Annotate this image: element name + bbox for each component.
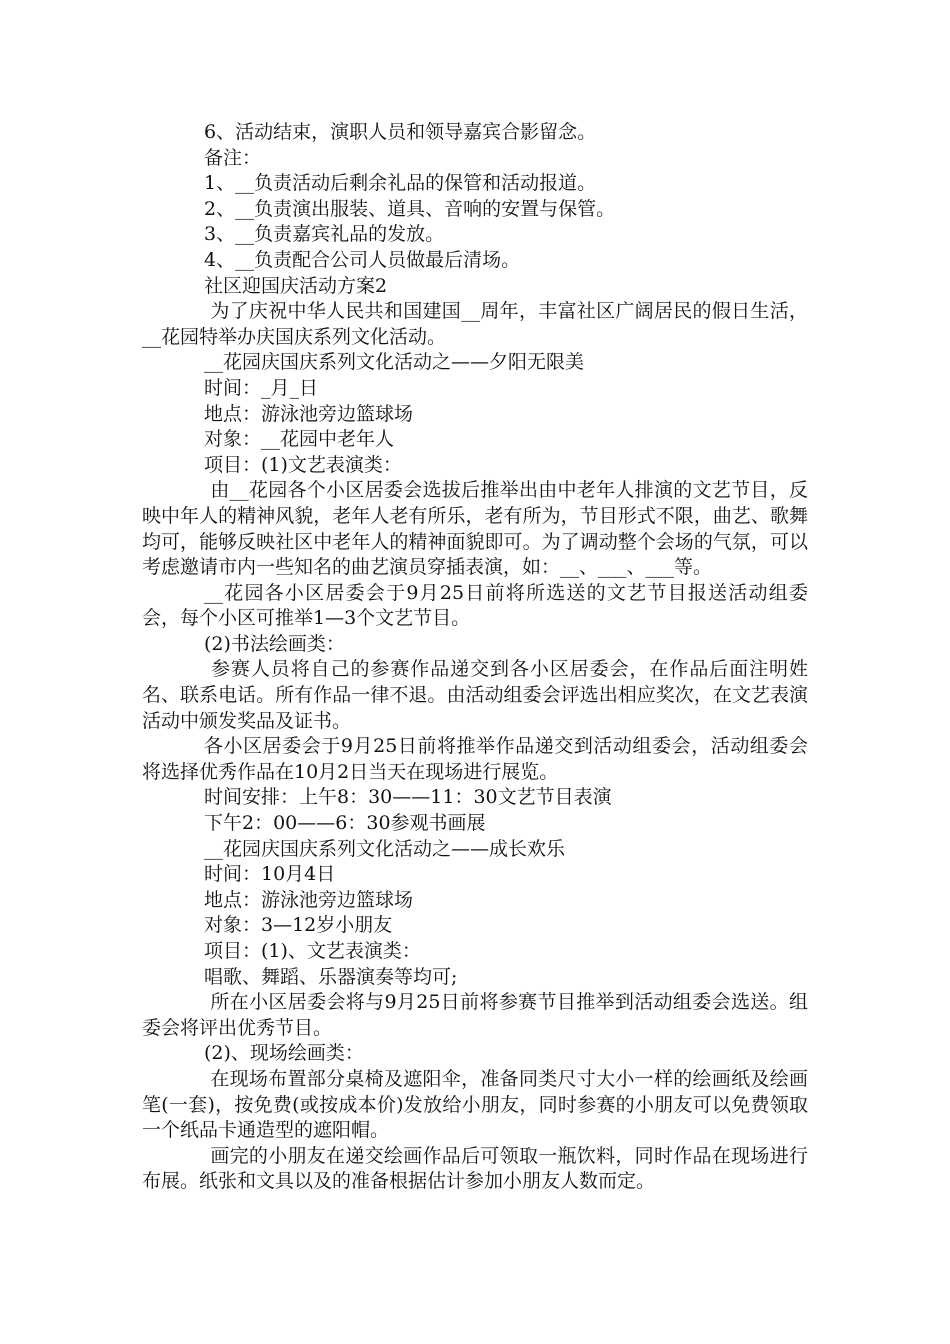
paragraph: 对象：__花园中老年人	[204, 428, 395, 451]
paragraph: 地点：游泳池旁边篮球场	[204, 402, 414, 425]
paragraph: 4、__负责配合公司人员做最后清场。	[204, 248, 521, 271]
paragraph: 时间安排：上午8：30——11：30文艺节目表演	[204, 786, 612, 809]
paragraph: 6、活动结束，演职人员和领导嘉宾合影留念。	[204, 121, 597, 143]
paragraph: 时间：10月4日	[204, 863, 336, 886]
paragraph: (2)书法绘画类：	[204, 632, 345, 655]
paragraph: 下午2：00——6：30参观书画展	[204, 812, 486, 835]
paragraph: 参赛人员将自己的参赛作品递交到各小区居委会，在作品后面注明姓名、联系电话。所有作品一律不退。由活动组委会评选出相应奖次，在文艺表演活动中颁发奖品及证书。	[142, 658, 808, 732]
paragraph: __花园各小区居委会于9月25日前将所选送的文艺节目报送活动组委会，每个小区可推举1—3个文艺节目。	[142, 581, 808, 630]
document-body	[142, 120, 808, 1195]
paragraph: 备注：	[204, 146, 262, 169]
paragraph: 时间：_月_日	[204, 376, 319, 399]
paragraph: 为了庆祝中华人民共和国建国__周年，丰富社区广阔居民的假日生活，__花园特举办庆国庆系列文化活动。	[142, 300, 808, 348]
paragraph: 地点：游泳池旁边篮球场	[204, 888, 414, 911]
paragraph: 所在小区居委会将与9月25日前将参赛节目推举到活动组委会选送。组委会将评出优秀节目。	[142, 991, 808, 1039]
paragraph: 1、__负责活动后剩余礼品的保管和活动报道。	[204, 172, 597, 195]
paragraph: 对象：3—12岁小朋友	[204, 914, 393, 937]
paragraph: __花园庆国庆系列文化活动之——夕阳无限美	[204, 351, 585, 374]
paragraph: 各小区居委会于9月25日前将推举作品递交到活动组委会，活动组委会将选择优秀作品在10月2日当天在现场进行展览。	[142, 735, 808, 783]
paragraph: 项目：(1)文艺表演类：	[204, 453, 402, 476]
paragraph: 项目：(1)、文艺表演类：	[204, 940, 421, 962]
paragraph: __花园庆国庆系列文化活动之——成长欢乐	[204, 837, 566, 860]
paragraph: 在现场布置部分桌椅及遮阳伞，准备同类尺寸大小一样的绘画纸及绘画笔(一套)，按免费(或按成本价)发放给小朋友，同时参赛的小朋友可以免费领取一个纸品卡通造型的遮阳帽。	[142, 1067, 808, 1142]
paragraph: 画完的小朋友在递交绘画作品后可领取一瓶饮料，同时作品在现场进行布展。纸张和文具以及的准备根据估计参加小朋友人数而定。	[142, 1144, 808, 1193]
paragraph: 2、__负责演出服装、道具、音响的安置与保管。	[204, 197, 616, 220]
paragraph: 唱歌、舞蹈、乐器演奏等均可;	[204, 965, 458, 988]
paragraph: 由__花园各个小区居委会选拔后推举出由中老年人排演的文艺节目，反映中年人的精神风貌，老年人老有所乐，老有所为，节目形式不限，曲艺、歌舞均可，能够反映社区中老年人的精神面貌即可。为了调动整个会场的气氛，可以考虑邀请市内一些知名的曲艺演员穿插表演，如：__、___、___等。	[142, 479, 808, 579]
paragraph: 3、__负责嘉宾礼品的发放。	[204, 223, 445, 246]
paragraph: 社区迎国庆活动方案2	[204, 274, 388, 297]
paragraph: (2)、现场绘画类：	[204, 1042, 364, 1065]
